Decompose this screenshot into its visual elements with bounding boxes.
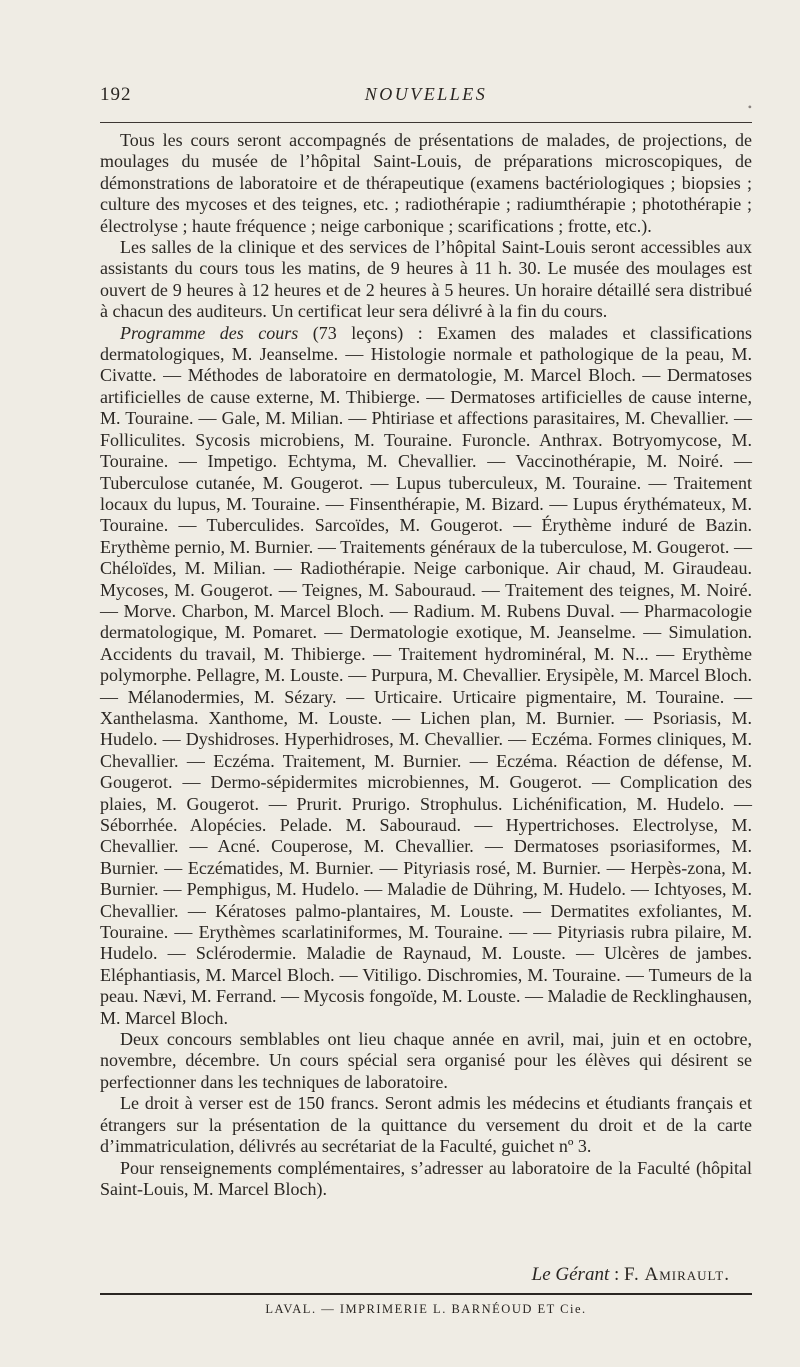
running-title: NOUVELLES <box>364 84 488 104</box>
paragraph-competitions: Deux concours semblables ont lieu chaque année en avril, mai, juin et en octobre, novembre, décembre. Un cours spécial sera organisé pour les élèves qui désirent se perfectionner dans les techniques de laboratoire. <box>100 1029 752 1092</box>
paragraph-clinic-access: Les salles de la clinique et des services de l’hôpital Saint-Louis seront accessibles aux assistants du cours tous les matins, de 9 heures à 11 h. 30. Le musée des moulages est ouvert de 9 heures à 12 heures et de 2 heures à 5 heures. Un horaire détaillé sera distribué à chacun des auditeurs. Un certificat leur sera délivré à la fin du cours. <box>100 237 752 322</box>
paragraph-information: Pour renseignements complémentaires, s’adresser au laboratoire de la Faculté (hôpital Saint-Louis, M. Marcel Bloch). <box>100 1157 752 1199</box>
programme-text: (73 leçons) : Examen des malades et classifications dermatologiques, M. Jeanselme. — Histologie normale et pathologique de la peau, M. Civatte. — Méthodes de laboratoire en dermatologie, M. Marcel Bloch. — Dermatoses artificielles de cause externe, M. Thibierge. — Dermatoses artificielles de cause interne, M. Touraine. — Gale, M. Milian. — Phtiriase et affections parasitaires, M. Chevallier. — Folliculites. Sycosis microbiens, M. Touraine. Furoncle. Anthrax. Botryomycose, M. Touraine. — Impetigo. Echtyma, M. Chevallier. — Vaccinothérapie, M. Noiré. — Tuberculose cutanée, M. Gougerot. — Lupus tuberculeux, M. Touraine. — Traitement locaux du lupus, M. Touraine. — Finsenthérapie, M. Bizard. — Lupus érythémateux, M. Touraine. — Tuberculides. Sarcoïdes, M. Gougerot. — Érythème induré de Bazin. Erythème pernio, M. Burnier. — Traitements généraux de la tuberculose, M. Gougerot. — Chéloïdes, M. Milian. — Radiothérapie. Neige carbonique. Air chaud, M. Giraudeau. Mycoses, M. Gougerot. — Teignes, M. Sabouraud. — Traitement des teignes, M. Noiré. — Morve. Charbon, M. Marcel Bloch. — Radium. M. Rubens Duval. — Pharmacologie dermatologique, M. Pomaret. — Dermatologie exotique, M. Jeanselme. — Simulation. Accidents du travail, M. Thibierge. — Traitement hydrominéral, M. N... — Erythème polymorphe. Pellagre, M. Louste. — Purpura, M. Chevallier. Erysipèle, M. Marcel Bloch. — Mélanodermies, M. Sézary. — Urticaire. Urticaire pigmentaire, M. Touraine. — Xanthelasma. Xanthome, M. Louste. — Lichen plan, M. Burnier. — Psoriasis, M. Hudelo. — Dyshidroses. Hyperhidroses, M. Chevallier. — Eczéma. Formes cliniques, M. Chevallier. — Eczéma. Traitement, M. Burnier. — Eczéma. Réaction de défense, M. Gougerot. — Dermo-sépidermites microbiennes, M. Gougerot. — Complication des plaies, M. Gougerot. — Prurit. Prurigo. Strophulus. Lichénification, M. Hudelo. — Séborrhée. Alopécies. Pelade. M. Sabouraud. — Hypertrichoses. Electrolyse, M. Chevallier. — Acné. Couperose, M. Chevallier. — Dermatoses psoriasiformes, M. Burnier. — Eczématides, M. Burnier. — Pityriasis rosé, M. Burnier. — Herpès-zona, M. Burnier. — Pemphigus, M. Hudelo. — Maladie de Dühring, M. Hudelo. — Ichtyoses, M. Chevallier. — Kératoses palmo-plantaires, M. Louste. — Dermatites exfoliantes, M. Touraine. — Erythèmes scarlatiniformes, M. Touraine. — — Pityriasis rubra pilaire, M. Hudelo. — Sclérodermie. Maladie de Raynaud, M. Louste. — Ulcères de jambes. Eléphantiasis, M. Marcel Bloch. — Vitiligo. Dischromies, M. Touraine. — Tumeurs de la peau. Nævi, M. Ferrand. — Mycosis fongoïde, M. Louste. — Maladie de Recklinghausen, M. Marcel Bloch. <box>100 322 752 1028</box>
page-number: 192 <box>100 84 132 105</box>
programme-title: Programme des cours <box>120 322 299 343</box>
article-body <box>100 130 752 1200</box>
footer-rule <box>100 1293 752 1295</box>
signature-line <box>100 1264 752 1286</box>
paragraph-programme <box>100 323 752 1029</box>
paragraph-fees: Le droit à verser est de 150 francs. Seront admis les médecins et étudiants français et étrangers sur la présentation de la quittance du versement du droit et de la carte d’immatriculation, délivrés au secrétariat de la Faculté, guichet nº 3. <box>100 1093 752 1157</box>
signature-separator: : <box>609 1264 624 1285</box>
signature-name: F. Amirault. <box>624 1264 730 1285</box>
signature-label: Le Gérant <box>531 1264 610 1285</box>
page-header <box>100 84 752 112</box>
header-rule <box>100 122 752 123</box>
header-mark: • <box>747 100 752 114</box>
printer-imprint: LAVAL. — IMPRIMERIE L. BARNÉOUD ET Cie. <box>265 1302 587 1316</box>
paragraph-courses: Tous les cours seront accompagnés de présentations de malades, de projections, de moulages du musée de l’hôpital Saint-Louis, de préparations microscopiques, de démonstrations de laboratoire et de thérapeutique (examens bactériologiques ; biopsies ; culture des mycoses et des teignes, etc. ; radiothérapie ; radiumthérapie ; photothérapie ; électrolyse ; haute fréquence ; neige carbonique ; scarifications ; frotte, etc.). <box>100 130 752 236</box>
